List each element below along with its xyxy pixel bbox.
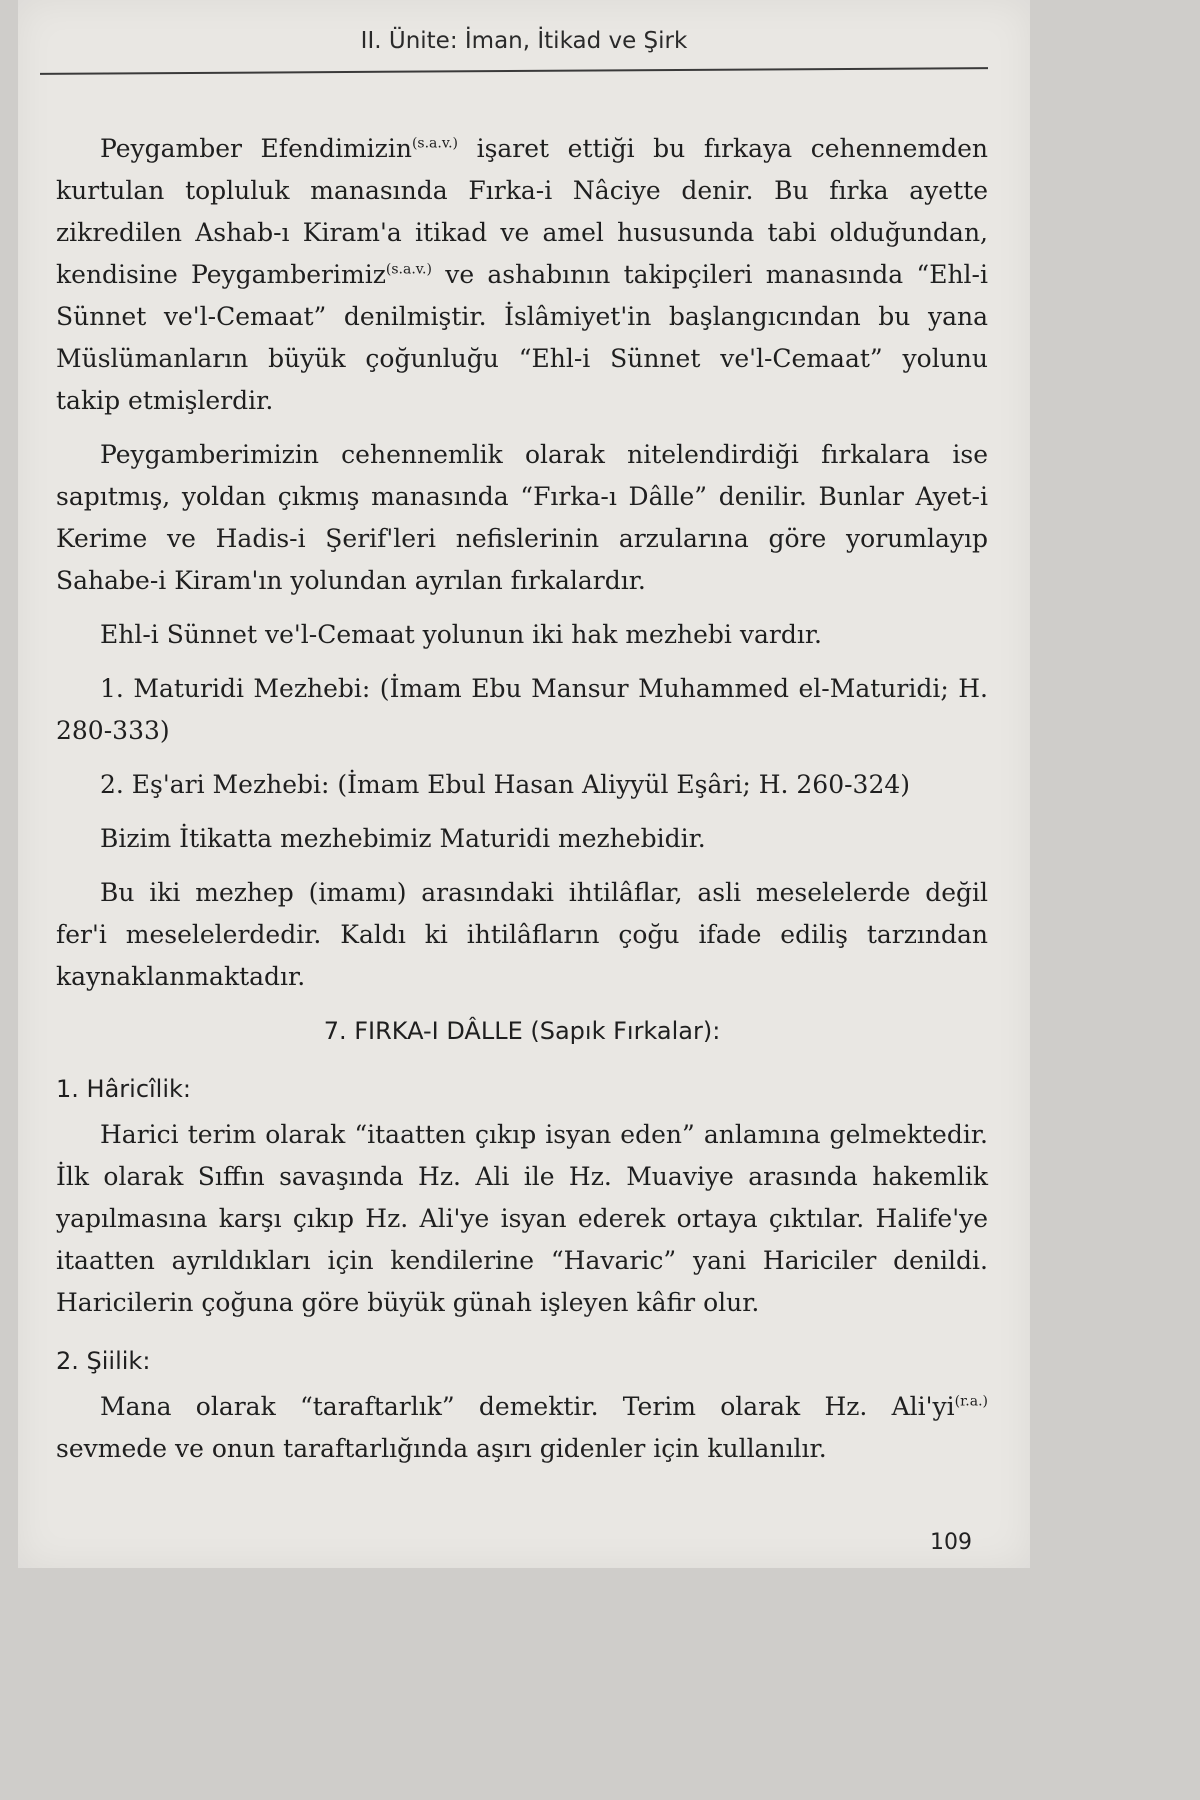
siilik-text bbox=[56, 1386, 988, 1470]
header-rule bbox=[40, 67, 988, 75]
page-number: 109 bbox=[930, 1530, 972, 1555]
paragraph-6: Bizim İtikatta mezhebimiz Maturidi mezhebidir. bbox=[100, 824, 706, 853]
subheading-haricilik: 1. Hâricîlik: bbox=[56, 1075, 191, 1103]
page-body bbox=[56, 128, 988, 1482]
p1-honorific-2: (s.a.v.) bbox=[385, 261, 432, 278]
siilik-text-b: sevmede ve onun taraftarlığında aşırı gidenler için kullanılır. bbox=[56, 1434, 827, 1463]
paragraph-7: Bu iki mezhep (imamı) arasındaki ihtilâflar, asli meselelerde değil fer'i meselelerdedir. Kaldı ki ihtilâfların çoğu ifade ediliş tarzından kaynaklanmaktadır. bbox=[56, 878, 988, 991]
paragraph-2: Peygamberimizin cehennemlik olarak nitelendirdiği fırkalara ise sapıtmış, yoldan çıkmış manasında “Fırka-ı Dâlle” denilir. Bunlar Ayet-i Kerime ve Hadis-i Şerif'leri nefislerinin arzularına göre yorumlayıp Sahabe-i Kiram'ın yolundan ayrılan fırkalardır. bbox=[56, 440, 988, 595]
section-heading: 7. FIRKA-I DÂLLE (Sapık Fırkalar): bbox=[323, 1017, 721, 1045]
p1-text-b: işaret ettiği bu fırkaya cehennemden kurtulan topluluk manasında Fırka-i Nâciye denir. Bu fırka ayette zikredilen Ashab-ı Kiram'a itikad ve amel hususunda tabi olduğundan, kendisine Peygamberimiz bbox=[56, 134, 988, 289]
subheading-siilik: 2. Şiilik: bbox=[56, 1347, 151, 1375]
running-header: II. Ünite: İman, İtikad ve Şirk bbox=[360, 28, 688, 54]
haricilik-text: Harici terim olarak “itaatten çıkıp isyan eden” anlamına gelmektedir. İlk olarak Sıffın savaşında Hz. Ali ile Hz. Muaviye arasında hakemlik yapılmasına karşı çıkıp Hz. Ali'ye isyan ederek ortaya çıktılar. Halife'ye itaatten ayrıldıkları için kendilerine “Havaric” yani Hariciler denildi. Haricilerin çoğuna göre büyük günah işleyen kâfir olur. bbox=[56, 1120, 988, 1317]
paragraph-1 bbox=[56, 128, 988, 422]
p1-text-c: ve ashabının takipçileri manasında “Ehl-i Sünnet ve'l-Cemaat” denilmiştir. İslâmiyet'in başlangıcından bu yana Müslümanların büyük çoğunluğu “Ehl-i Sünnet ve'l-Cemaat” yolunu takip etmişlerdir. bbox=[56, 260, 988, 415]
madhab-item-1: 1. Maturidi Mezhebi: (İmam Ebu Mansur Muhammed el-Maturidi; H. 280-333) bbox=[56, 674, 988, 745]
book-page bbox=[18, 0, 1030, 1568]
p1-honorific-1: (s.a.v.) bbox=[411, 135, 458, 152]
siilik-text-a: Mana olarak “taraftarlık” demektir. Terim olarak Hz. Ali'yi bbox=[100, 1392, 955, 1421]
paragraph-3: Ehl-i Sünnet ve'l-Cemaat yolunun iki hak mezhebi vardır. bbox=[100, 620, 822, 649]
p1-text-a: Peygamber Efendimizin bbox=[100, 134, 412, 163]
madhab-item-2: 2. Eş'ari Mezhebi: (İmam Ebul Hasan Aliyyül Eşâri; H. 260-324) bbox=[100, 770, 911, 799]
siilik-honorific: (r.a.) bbox=[954, 1393, 988, 1410]
